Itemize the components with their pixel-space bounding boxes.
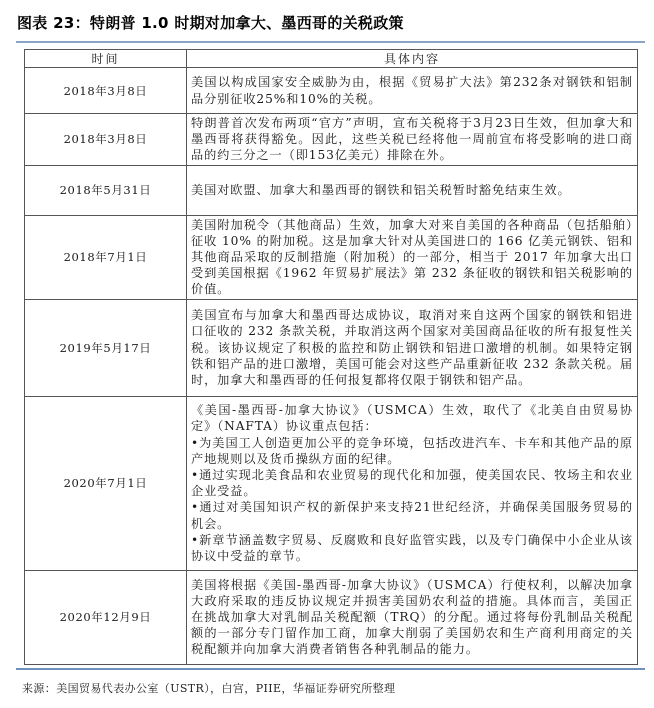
row-date: 2020年7月1日 bbox=[25, 396, 187, 570]
usmca-bullet: •通过实现北美食品和农业贸易的现代化和加强，使美国农民、牧场主和农业企业受益。 bbox=[191, 467, 633, 499]
row-date: 2018年7月1日 bbox=[25, 215, 187, 299]
table-row bbox=[25, 114, 638, 166]
row-content: 美国对欧盟、加拿大和墨西哥的钢铁和铝关税暂时豁免结束生效。 bbox=[187, 165, 638, 215]
figure-title: 图表 23：特朗普 1.0 时期对加拿大、墨西哥的关税政策 bbox=[17, 14, 404, 32]
usmca-bullet: •为美国工人创造更加公平的竞争环境，包括改进汽车、卡车和其他产品的原产地规则以及货币操纵方面的纪律。 bbox=[191, 435, 633, 466]
tariff-policy-table bbox=[24, 49, 638, 665]
table-row bbox=[25, 68, 638, 114]
row-content: 美国将根据《美国-墨西哥-加拿大协议》（USMCA）行使权利，以解决加拿大政府采取的违反协议规定并损害美国奶农利益的措施。具体而言，美国正在挑战加拿大对乳制品关税配额（TRQ）的分配。通过将每份乳制品关税配额的一部分专门留作加工商，加拿大削弱了美国奶农和生产商利用商定的关税配额并向加拿大消费者销售各种乳制品的能力。 bbox=[187, 570, 638, 664]
row-date: 2018年5月31日 bbox=[25, 165, 187, 215]
usmca-bullet: •通过对美国知识产权的新保护来支持21世纪经济，并确保美国服务贸易的机会。 bbox=[191, 500, 633, 531]
row-date: 2020年12月9日 bbox=[25, 570, 187, 664]
row-date: 2018年3月8日 bbox=[25, 68, 187, 114]
row-content: 美国附加税令（其他商品）生效，加拿大对来自美国的各种商品（包括船舶）征收 10% 的附加税。这是加拿大针对从美国进口的 166 亿美元钢铁、铝和其他商品采取的反制措施（附加税）的一部分，相当于 2017 年加拿大出口受到美国根据《1962 年贸易扩展法》第 232 条征收的钢铁和铝关税影响的价值。 bbox=[187, 215, 638, 299]
table-row bbox=[25, 215, 638, 299]
table-row bbox=[25, 396, 638, 570]
table-row bbox=[25, 299, 638, 396]
row-content-usmca bbox=[187, 396, 638, 570]
bottom-divider bbox=[16, 668, 645, 670]
usmca-intro: 《美国-墨西哥-加拿大协议》（USMCA）生效，取代了《北美自由贸易协定》（NAFTA）协议重点包括： bbox=[191, 403, 633, 434]
usmca-bullet: •新章节涵盖数字贸易、反腐败和良好监管实践，以及专门确保中小企业从该协议中受益的章节。 bbox=[191, 532, 633, 563]
row-content: 美国以构成国家安全威胁为由，根据《贸易扩大法》第232条对钢铁和铝制品分别征收25%和10%的关税。 bbox=[187, 68, 638, 114]
row-content: 特朗普首次发布两项“官方”声明，宣布关税将于3月23日生效，但加拿大和墨西哥将获得豁免。因此，这些关税已经将他一周前宣布将受影响的进口商品的约三分之一（即153亿美元）排除在外。 bbox=[187, 114, 638, 166]
header-content: 具体内容 bbox=[187, 50, 638, 68]
source-note: 来源：美国贸易代表办公室（USTR），白宫，PIIE，华福证券研究所整理 bbox=[22, 682, 396, 695]
header-time: 时间 bbox=[25, 50, 187, 68]
table-row bbox=[25, 570, 638, 664]
row-date: 2019年5月17日 bbox=[25, 299, 187, 396]
top-divider bbox=[16, 41, 645, 43]
row-date: 2018年3月8日 bbox=[25, 114, 187, 166]
table-header-row bbox=[25, 50, 638, 68]
table-row bbox=[25, 165, 638, 215]
row-content: 美国宣布与加拿大和墨西哥达成协议，取消对来自这两个国家的钢铁和铝进口征收的 232 条款关税，并取消这两个国家对美国商品征收的所有报复性关税。该协议规定了积极的监控和防止钢铁和铝进口激增的机制。如果特定钢铁和铝产品的进口激增，美国可能会对这些产品重新征收 232 条款关税。届时，加拿大和墨西哥的任何报复都将仅限于钢铁和铝产品。 bbox=[187, 299, 638, 396]
